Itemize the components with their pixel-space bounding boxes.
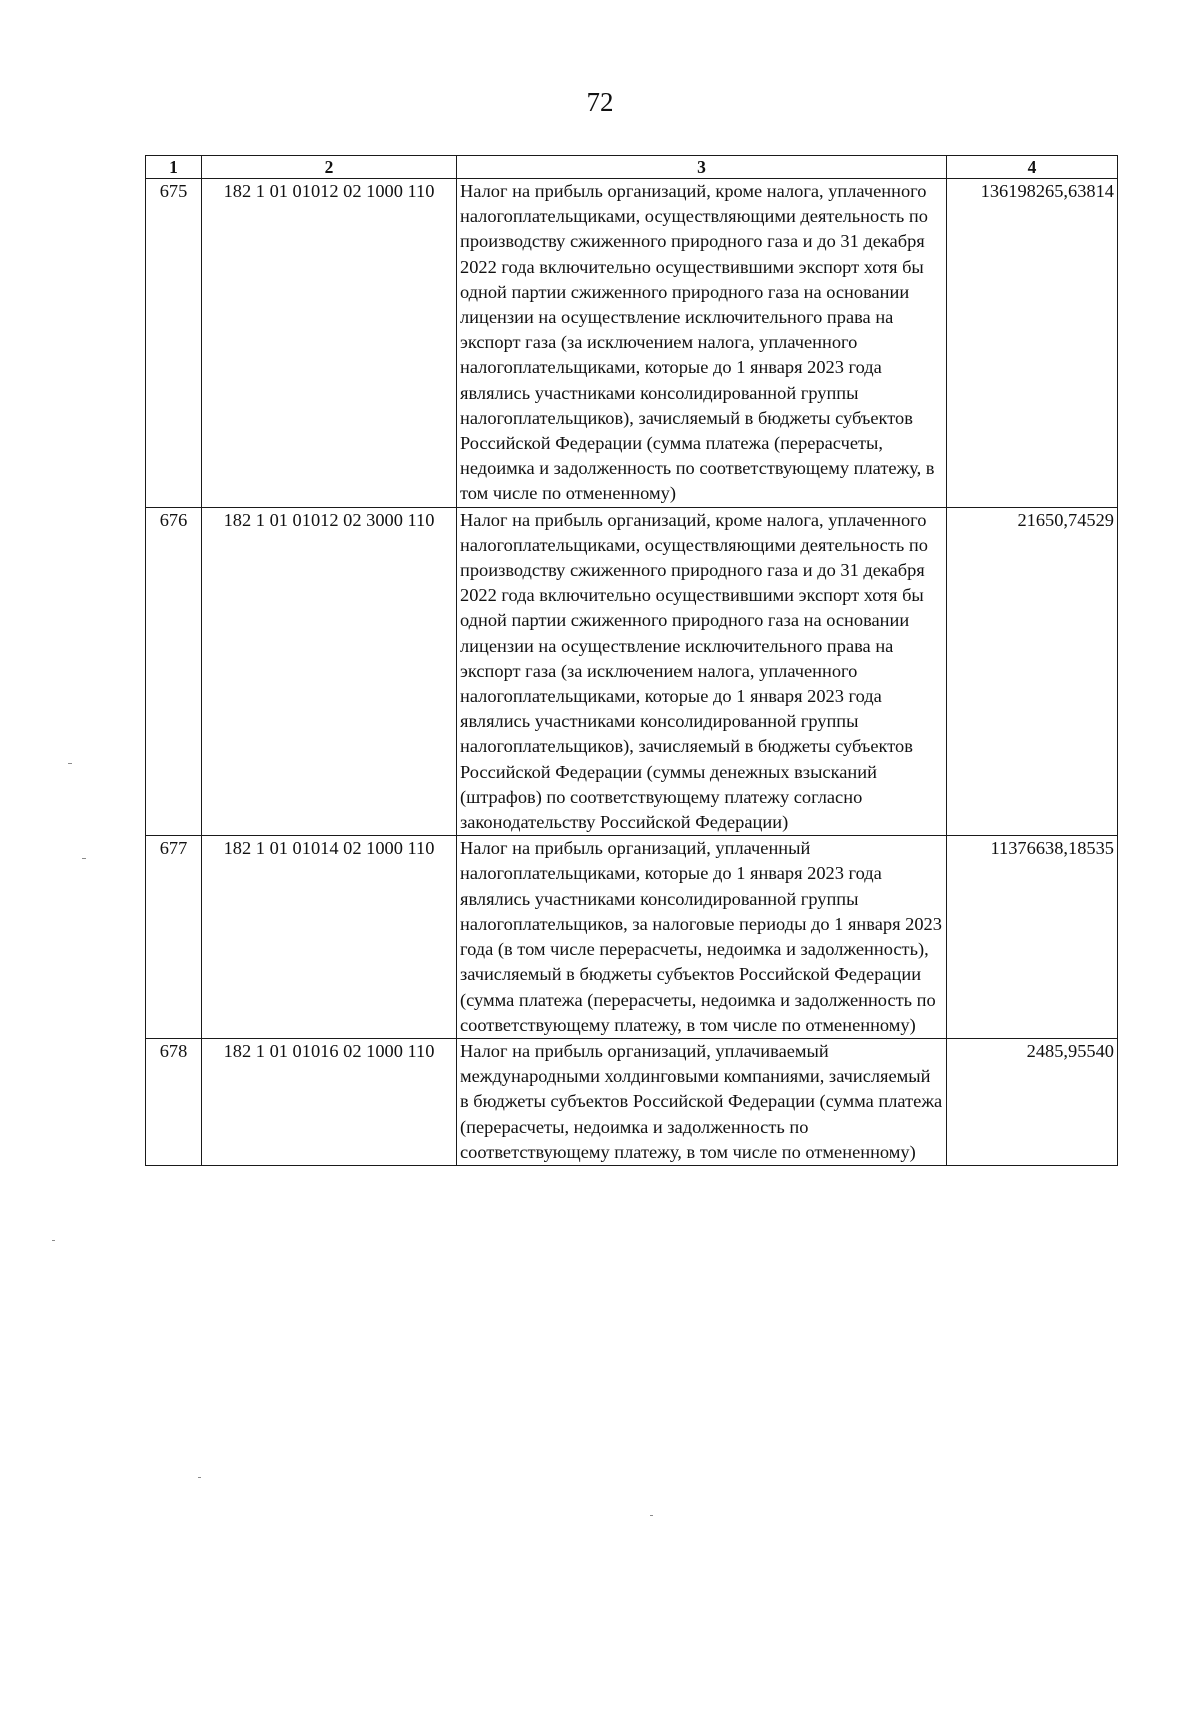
table-header xyxy=(146,156,1118,179)
row-number: 677 xyxy=(146,836,202,1039)
header-row xyxy=(146,156,1118,179)
row-number: 675 xyxy=(146,179,202,508)
amount: 136198265,63814 xyxy=(947,179,1118,508)
table-row xyxy=(146,836,1118,1039)
page-number: 72 xyxy=(586,87,614,117)
header-col-3: 3 xyxy=(457,156,947,179)
table-row xyxy=(146,1038,1118,1165)
scan-speck xyxy=(198,1477,201,1478)
amount: 21650,74529 xyxy=(947,507,1118,836)
budget-table xyxy=(145,155,1118,1166)
header-col-1: 1 xyxy=(146,156,202,179)
scan-speck xyxy=(82,858,86,859)
income-name: Налог на прибыль организаций, кроме налога, уплаченного налогоплательщиками, осуществляющими деятельность по производству сжиженного природного газа и до 31 декабря 2022 года включительно осуществившими экспорт хотя бы одной партии сжиженного природного газа на основании лицензии на осуществление исключительного права на экспорт газа (за исключением налога, уплаченного налогоплательщиками, которые до 1 января 2023 года являлись участниками консолидированной группы налогоплательщиков), зачисляемый в бюджеты субъектов Российской Федерации (сумма платежа (перерасчеты, недоимка и задолженность по соответствующему платежу, в том числе по отмененному) xyxy=(457,179,947,508)
scan-speck xyxy=(650,1515,653,1516)
amount: 2485,95540 xyxy=(947,1038,1118,1165)
scan-speck xyxy=(52,1240,55,1241)
budget-code: 182 1 01 01014 02 1000 110 xyxy=(202,836,457,1039)
scan-speck xyxy=(68,763,72,764)
table-row xyxy=(146,179,1118,508)
row-number: 676 xyxy=(146,507,202,836)
row-number: 678 xyxy=(146,1038,202,1165)
income-name: Налог на прибыль организаций, кроме налога, уплаченного налогоплательщиками, осуществляющими деятельность по производству сжиженного природного газа и до 31 декабря 2022 года включительно осуществившими экспорт хотя бы одной партии сжиженного природного газа на основании лицензии на осуществление исключительного права на экспорт газа (за исключением налога, уплаченного налогоплательщиками, которые до 1 января 2023 года являлись участниками консолидированной группы налогоплательщиков), зачисляемый в бюджеты субъектов Российской Федерации (суммы денежных взысканий (штрафов) по соответствующему платежу согласно законодательству Российской Федерации) xyxy=(457,507,947,836)
table-body xyxy=(146,179,1118,1166)
header-col-4: 4 xyxy=(947,156,1118,179)
income-name: Налог на прибыль организаций, уплаченный налогоплательщиками, которые до 1 января 2023 года являлись участниками консолидированной группы налогоплательщиков, за налоговые периоды до 1 января 2023 года (в том числе перерасчеты, недоимка и задолженность), зачисляемый в бюджеты субъектов Российской Федерации (сумма платежа (перерасчеты, недоимка и задолженность по соответствующему платежу, в том числе по отмененному) xyxy=(457,836,947,1039)
budget-code: 182 1 01 01016 02 1000 110 xyxy=(202,1038,457,1165)
income-name: Налог на прибыль организаций, уплачиваемый международными холдинговыми компаниями, зачисляемый в бюджеты субъектов Российской Федерации (сумма платежа (перерасчеты, недоимка и задолженность по соответствующему платежу, в том числе по отмененному) xyxy=(457,1038,947,1165)
budget-code: 182 1 01 01012 02 1000 110 xyxy=(202,179,457,508)
amount: 11376638,18535 xyxy=(947,836,1118,1039)
budget-code: 182 1 01 01012 02 3000 110 xyxy=(202,507,457,836)
table-row xyxy=(146,507,1118,836)
header-col-2: 2 xyxy=(202,156,457,179)
